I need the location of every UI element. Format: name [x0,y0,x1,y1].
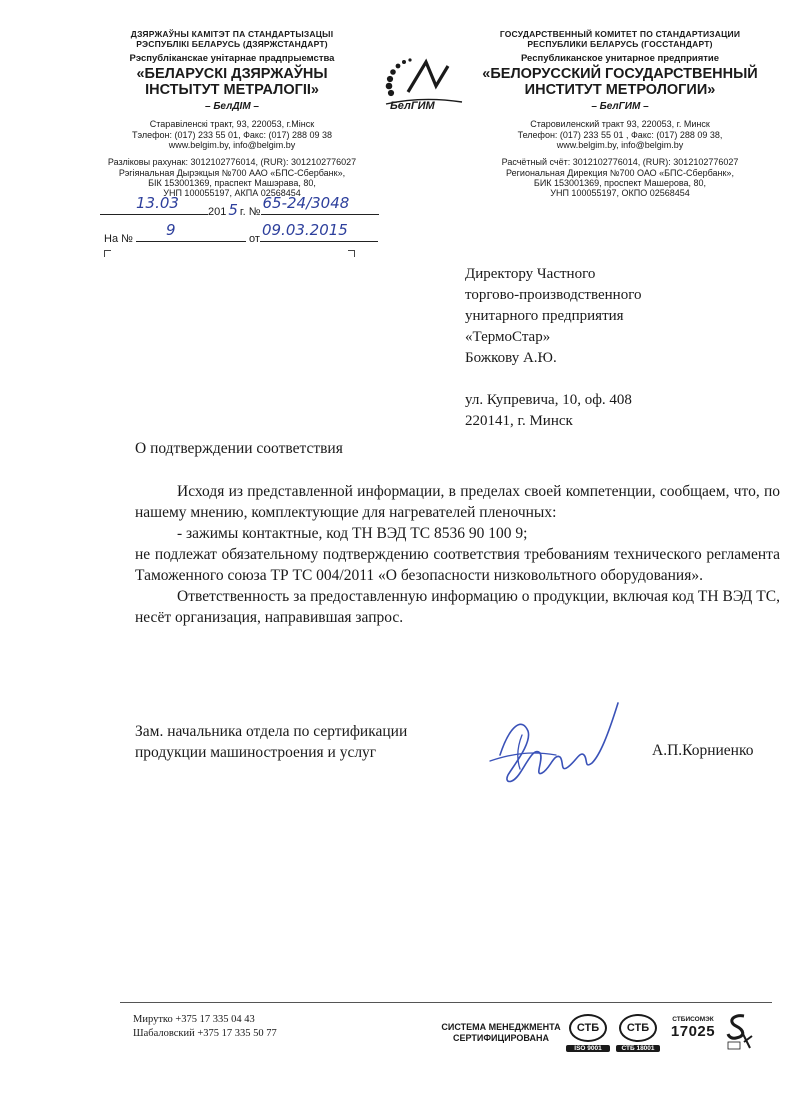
badge-2-top: СТБ [626,1022,650,1034]
cert-badge-iso9001 [566,1014,610,1054]
ministry-name-ru: ГОСУДАРСТВЕННЫЙ КОМИТЕТ ПО СТАНДАРТИЗАЦИИ РЕСПУБЛИКИ БЕЛАРУСЬ (ГОССТАНДАРТ) [499,29,741,49]
outgoing-number: 65-24/3048 [262,194,350,212]
footer-divider [120,1002,772,1003]
cert-line-1: СИСТЕМА МЕНЕДЖМЕНТА [441,1022,561,1032]
outgoing-date: 13.03 [136,194,179,212]
address-ru: Старовиленский тракт 93, 220053, г. Минск [530,118,710,129]
badge-1-bottom: ISO 9001 [566,1045,610,1052]
header-left [86,30,378,199]
belgim-logo [376,52,468,118]
body-paragraph-3: Ответственность за предоставленную информацию о продукции, включая код ТН ВЭД ТС, несёт организация, направившая запрос. [135,588,780,626]
reply-number-line [104,221,404,245]
addressee-address-2: 220141, г. Минск [465,413,573,429]
institute-abbr-by: – БелДІМ – [205,101,259,113]
outgoing-no-label: г. № [239,206,261,218]
ministry-name-by: ДЗЯРЖАЎНЫ КАМІТЭТ ПА СТАНДАРТЫЗАЦЫІ РЭСПУБЛІКІ БЕЛАРУСЬ (ДЗЯРЖСТАНДАРТ) [130,29,334,49]
signatory-title [135,721,407,763]
badge-2-bottom: СТБ 18001 [616,1045,660,1052]
bank-ru-2: Региональная Дирекция №700 ОАО «БПС-Сбербанк», [506,167,734,178]
stb-badge-icon [569,1014,607,1042]
web-by: www.belgim.by, info@belgim.by [168,140,296,151]
phone-ru: Телефон: (017) 233 55 01 , Факс: (017) 288 09 38, [517,129,723,140]
web-ru: www.belgim.by, info@belgim.by [556,140,684,151]
accred-label: СТБИСОМЭК [672,1016,714,1023]
addressee-line-4: «ТермоСтар» [465,329,551,345]
cert-badge-stb18001 [616,1014,660,1054]
badge-1-top: СТБ [576,1022,600,1034]
signatory-name: А.П.Корниенко [652,742,754,759]
contact-2: Шабаловский +375 17 335 50 77 [133,1028,277,1039]
phone-by: Тэлефон: (017) 233 55 01, Факс: (017) 288 09 38 [131,129,333,140]
bank-by-2: Рэгіянальная Дырэкцыя №700 ААО «БПС-Сбербанк», [118,167,346,178]
enterprise-type-by: Рэспубліканскае унітарнае прадпрыемства [129,52,335,64]
bracket-right [348,250,355,257]
from-date: 09.03.2015 [261,221,348,239]
logo-text: БелГИМ [390,100,435,112]
addressee-address-1: ул. Купревича, 10, оф. 408 [465,392,632,408]
certification-caption [440,1022,562,1044]
addressee-line-1: Директору Частного [465,266,596,282]
bank-ru-4: УНП 100055197, ОКПО 02568454 [550,188,690,199]
addressee-block [465,264,765,432]
letter-body [135,481,780,628]
outgoing-number-line [100,194,400,219]
bank-ru-3: БИК 153001369, проспект Машерова, 80, [533,177,707,188]
stb-badge-icon [619,1014,657,1042]
header-right [470,30,770,199]
body-paragraph-1: Исходя из представленной информации, в пределах своей компетенции, сообщаем, что, по нашему мнению, комплектующие для нагревателей пленочных: [135,483,780,521]
year-suffix: 5 [228,201,238,219]
year-prefix: 201 [208,206,227,218]
in-reply-label: На № [104,233,133,245]
enterprise-type-ru: Республиканское унитарное предприятие [520,52,720,64]
from-label: от [249,233,260,245]
institute-name-ru-2: ИНСТИТУТ МЕТРОЛОГИИ» [524,82,716,99]
footer-contacts [133,1013,277,1041]
institute-name-by-2: ІНСТЫТУТ МЕТРАЛОГІІ» [145,82,319,99]
cert-line-2: СЕРТИФИЦИРОВАНА [453,1032,549,1043]
addressee-line-3: унитарного предприятия [465,308,624,324]
address-by: Старавіленскі тракт, 93, 220053, г.Мінск [149,118,315,129]
bank-by-4: УНП 100055197, АКПА 02568454 [163,188,301,199]
bank-by-3: БІК 153001369, праспект Машэрава, 80, [148,177,316,188]
body-paragraph-2: не подлежат обязательному подтверждению соответствия требованиям технического регламента Таможенного союза ТР ТС 004/2011 «О безопасности низковольтного оборудования». [135,546,780,584]
signatory-title-1: Зам. начальника отдела по сертификации [135,723,408,740]
bracket-left [104,250,111,257]
handwritten-signature [470,695,630,795]
accred-number: 17025 [670,1023,716,1040]
in-reply-number: 9 [165,221,176,239]
bank-ru-1: Расчётный счёт: 3012102776014, (RUR): 3012102776027 [501,157,739,168]
body-item: - зажимы контактные, код ТН ВЭД ТС 8536 90 100 9; [177,525,528,542]
institute-name-ru-1: «БЕЛОРУССКИЙ ГОСУДАРСТВЕННЫЙ [482,66,758,83]
signatory-title-2: продукции машиностроения и услуг [135,744,377,761]
institute-abbr-ru: – БелГИМ – [591,101,649,113]
subject-line: О подтверждении соответствия [135,440,343,457]
addressee-line-5: Божкову А.Ю. [465,350,557,366]
accreditation-mark [666,1016,720,1040]
institute-name-by-1: «БЕЛАРУСКІ ДЗЯРЖАЎНЫ [136,66,328,83]
addressee-line-2: торгово-производственного [465,287,642,303]
contact-1: Мирутко +375 17 335 04 43 [133,1014,255,1025]
accreditation-logo-icon [724,1012,754,1052]
bank-by-1: Разліковы рахунак: 3012102776014, (RUR): 3012102776027 [107,157,357,168]
